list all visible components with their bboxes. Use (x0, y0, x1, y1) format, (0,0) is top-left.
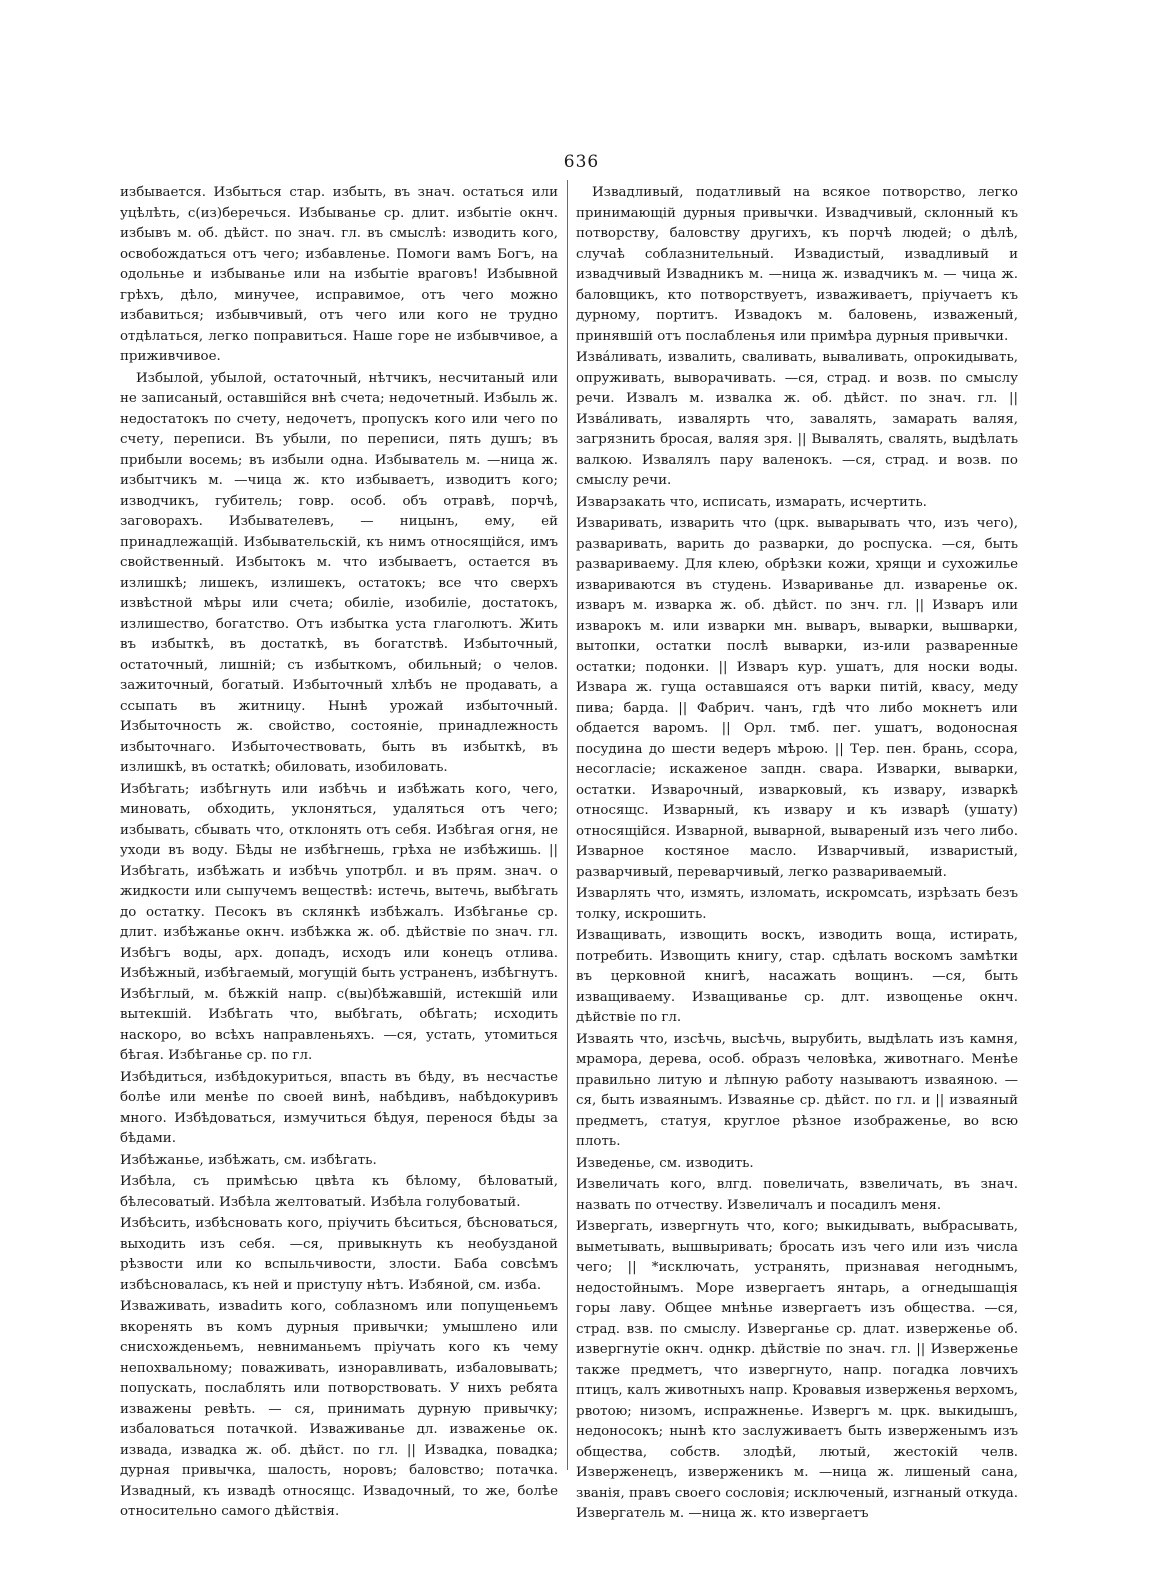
entry-paragraph: Изведенье, см. изводить. (576, 1155, 754, 1171)
right-column (576, 183, 1018, 1526)
entry-paragraph: Изваривать, изварить что (црк. выварывать что, изъ чего), разваривать, варить до разварки, до роспуска. —ся, быть развариваему. Для клею, обрѣзки кожи, хрящи и сухожилье извариваются въ студень. Извариванье дл. извареньe ок. изваръ м. изварка ж. об. дѣйст. по знч. гл. || Изваръ или изварокъ м. или изварки мн. вываръ, выварки, вышварки, вытопки, остатки послѣ выварки, из-или разваренные остатки; подонки. || Изваръ кур. ушатъ, для носки воды. Извара ж. гуща оставшаяся отъ варки питій, квасу, меду пива; барда. || Фабрич. чанъ, гдѣ что либо мокнетъ или обдается варомъ. || Орл. тмб. пег. ушатъ, водоносная посудина до шести ведеръ мѣрою. || Тер. пен. брань, ссора, несогласіе; искаженое запдн. свара. Изварки, выварки, остатки. Изварочный, изварковый, къ извару, изваркѣ относящс. Изварный, къ извару и къ изварѣ (ушату) относящійся. Изварной, выварной, вывареный изъ чего либо. Изварное костяное масло. Изварчивый, изваристый, разварчивый, переварчивый, легко развариваемый. (576, 516, 1018, 880)
entry-paragraph: Изваживать, изваdить кого, соблазномъ или попущеньемъ вкоренять въ комъ дурныя привычки; умышлено или снисхожденьемъ, невниманьемъ пріучать кого къ чему непохвальному; поваживать, изноравливать, избаловывать; попускать, послаблять или потворствовать. У нихъ ребята изважены ревѣть. — ся, принимать дурную привычку; избаловаться потачкой. Изваживанье дл. изваженье ок. извада, извадка ж. об. дѣйст. по гл. || Извадка, повадка; дурная привычка, шалость, норовъ; баловство; потачка. Извадный, къ извадѣ относящс. Извадочный, то же, болѣе относительно самого дѣйствія. (120, 1299, 558, 1519)
entry-paragraph: Избѣсить, избѣсновать кого, пріучить бѣситься, бѣсноваться, выходить изъ себя. —ся, привыкнуть къ необузданой рѣзвости или ко вспыльчивости, злости. Баба совсѣмъ избѣсновалась, къ ней и приступу нѣтъ. Избяной, см. изба. (120, 1216, 558, 1293)
entry-paragraph: Изварзакать что, исписать, измарать, исчертить. (576, 494, 927, 510)
entry-paragraph: Изварлять что, измять, изломать, искромсать, изрѣзать безъ толку, искрошить. (576, 886, 1018, 922)
entry-paragraph: избывается. Избыться стар. избыть, въ знач. остаться или уцѣлѣть, с(из)беречься. Избыванье ср. длит. избытіе окнч. избывъ м. об. дѣйст. по знач. гл. въ смыслѣ: изводить кого, освобождаться отъ чего; избавленье. Помоги вамъ Богъ, на одольнье и избыванье или на избытіе враговъ! Избывной грѣхъ, дѣло, минучее, исправимое, отъ чего можно избавиться; избывчивый, отъ чего или кого не трудно отдѣлаться, легко поправиться. Наше горе не избывчивое, а приживчивое. (120, 185, 558, 364)
column-divider (567, 180, 568, 1470)
entry-paragraph: Изващивать, извощить воскъ, изводить воща, истирать, потребить. Извощить книгу, стар. сдѣлать воскомъ замѣтки въ церковной книгѣ, насажать вощинъ. —ся, быть изващиваему. Изващиванье ср. длт. извощенье окнч. дѣйствіе по гл. (576, 928, 1018, 1025)
entry-paragraph: Извадливый, податливый на всякое потворство, легко принимающій дурныя привычки. Извадчивый, склонный къ потворству, баловству другихъ, къ порчѣ людей; о дѣлѣ, случаѣ соблазнительный. Извадистый, извадливый и извадчивый Извадникъ м. —ница ж. извадчикъ м. — чица ж. баловщикъ, кто потворствуетъ, изваживаетъ, пріучаетъ къ дурному, портитъ. Извадокъ м. баловень, изваженый, принявшій отъ послабленья или примѣра дурныя привычки. (576, 185, 1018, 344)
entry-paragraph: Изваять что, изсѣчь, высѣчь, вырубить, выдѣлать изъ камня, мрамора, дерева, особ. образъ человѣка, животнаго. Менѣе правильно литую и лѣпную работу называютъ изваяною. —ся, быть изваянымъ. Изваянье ср. дѣйст. по гл. и || изваяный предметъ, статуя, круглое рѣзное изображенье, во всю плоть. (576, 1031, 1018, 1149)
entry-paragraph: Извеличать кого, влгд. повеличать, взвеличать, въ знач. назвать по отчеству. Извеличалъ и посадилъ меня. (576, 1177, 1018, 1213)
entry-paragraph: Избѣжанье, избѣжать, см. избѣгать. (120, 1152, 377, 1168)
entry-paragraph: Извáливать, извалить, сваливать, вываливать, опрокидывать, опруживать, выворачивать. —ся, страд. и возв. по смыслу речи. Извалъ м. извалка ж. об. дѣйст. по знач. гл. || Извáливать, изваляpть что, завалять, замарать валяя, загрязнить бросая, валяя зря. || Вывалять, свалять, выдѣлать валкою. Извалялъ пару валенокъ. —ся, страд. и возв. по смыслу речи. (576, 350, 1018, 488)
page-number: 636 (563, 152, 600, 172)
entry-paragraph: Избылой, убылой, остаточный, нѣтчикъ, несчитаный или не записаный, оставшійся внѣ счета; недочетный. Избыль ж. недостатокъ по счету, недочетъ, пропускъ кого или чего по счету, переписи. Въ убыли, по переписи, пять душъ; въ прибыли восемь; въ избыли одна. Избыватель м. —ница ж. избытчикъ м. —чица ж. кто избываетъ, изводитъ кого; изводчикъ, губитель; говр. особ. объ отравѣ, порчѣ, заговорахъ. Избывателевъ, — ницынъ, ему, ей принадлежащій. Избывательскій, къ нимъ относящійся, имъ свойственный. Избытокъ м. что избываетъ, остается въ излишкѣ; лишекъ, излишекъ, остатокъ; все что сверхъ извѣстной мѣры или счета; обиліе, изобиліе, достатокъ, излишество, богатство. Отъ избытка уста глаголютъ. Жить въ избыткѣ, въ достаткѣ, въ богатствѣ. Избыточный, остаточный, лишній; съ избыткомъ, обильный; о челов. зажиточный, богатый. Избыточный хлѣбъ не продавать, а ссыпать въ житницу. Нынѣ урожай избыточный. Избыточность ж. свойство, состояніе, принадлежность избыточнаго. Избыточествовать, быть въ избыткѣ, въ излишкѣ, въ остаткѣ; обиловать, изобиловать. (120, 370, 558, 775)
entry-paragraph: Извергать, извергнуть что, кого; выкидывать, выбрасывать, выметывать, вышвыривать; бросать изъ чего или изъ числа чего; || *исключать, устранять, признавая негоднымъ, недостойнымъ. Море извергаетъ янтарь, а огнедышащія горы лаву. Общее мнѣнье извергаетъ изъ общества. —ся, страд. взв. по смыслу. Извергaнье ср. длат. изверженье об. извергнутіе окнч. однкр. дѣйствіе по знач. гл. || Изверженье также предметъ, что извергнуто, напр. погадка ловчихъ птицъ, калъ животныхъ напр. Кровавыя изверженья верхомъ, рвотою; низомъ, испражненье. Извергъ м. црк. выкидышъ, недоносокъ; нынѣ кто заслуживаетъ быть изверженымъ изъ общества, собств. злодѣй, лютый, жестокій челв. Изверженецъ, изверженикъ м. —ница ж. лишеный сана, званія, правъ своего сословія; исключеный, изгнаный откуда. Извергатель м. —ница ж. кто извергаетъ (576, 1219, 1018, 1521)
left-column (120, 183, 558, 1524)
entry-paragraph: Избѣла, съ примѣсью цвѣта къ бѣлому, бѣловатый, бѣлесоватый. Избѣла желтоватый. Избѣла голубоватый. (120, 1174, 558, 1210)
entry-paragraph: Избѣгать; избѣгнуть или избѣчь и избѣжать кого, чего, миновать, обходить, уклоняться, удаляться отъ чего; избывать, сбывать что, отклонять отъ себя. Избѣгая огня, не уходи въ воду. Бѣды не избѣгнешь, грѣха не избѣжишь. || Избѣгать, избѣжать и избѣчь употрбл. и въ прям. знач. о жидкости или сыпучемъ веществѣ: истечь, вытечь, выбѣгать до остатку. Песокъ въ склянкѣ избѣжалъ. Избѣганье ср. длит. избѣжанье окнч. избѣжка ж. об. дѣйствіе по знач. гл. Избѣгъ воды, арх. допадъ, исходъ или конецъ отлива. Избѣжный, избѣгаемый, могущій быть устраненъ, избѣгнутъ. Избѣглый, м. бѣжкій напр. с(вы)бѣжавшій, истекшій или вытекшій. Избѣгать что, выбѣгать, обѣгать; исходить наскоро, во всѣхъ направленьяхъ. —ся, устать, утомиться бѣгая. Избѣганье ср. по гл. (120, 781, 558, 1063)
entry-paragraph: Избѣдиться, избѣдокуриться, впасть въ бѣду, въ несчастье болѣе или менѣе по своей винѣ, набѣдивъ, набѣдокуривъ много. Избѣдоваться, измучиться бѣдуя, перенося бѣды за бѣдами. (120, 1069, 558, 1146)
